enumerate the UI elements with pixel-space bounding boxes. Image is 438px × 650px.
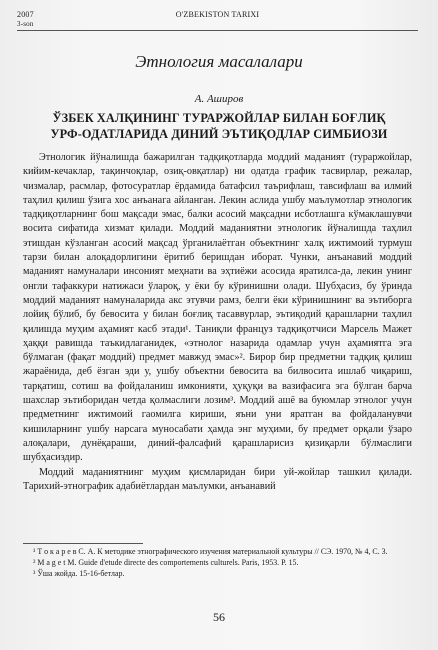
- paragraph: Этнологик йўналишда бажарилган тадқиқотларда моддий маданият (тураржойлар, кийим-кечаклар, тақинчоқлар, озиқ-овқатлар) ни одатда график тасвирлар, режалар, чизмалар, расмлар, фотосуратлар ёрдамида батафсил таърифлаш, тавсифлаш ва илмий таҳлил қилиш ўзига хос анъанага айланган. Лекин аслида ушбу маълумотлар этнологик тадқиқотларнинг бош мақсади эмас, балки асосий мақсадни исботлашга кўмаклашувчи восита сифатида хизмат қилади. Моддий маданиятни этнологик йўналишда таҳлил этишдан кўзланган асосий мақсад ўрганилаётган объектнинг халқ ижтимоий турмуш тарзи билан алоқадорлигини ёритиб беришдан иборат. Чунки, анъанавий моддий маданият намуналари инсоният меҳнати ва эҳтиёжи асосида яратилса-да, лекин унинг онгли тафаккури натижаси ўлароқ, у ёки бу кўринишни олади. Шубҳасиз, бу ўринда моддий маданият намуналарида акс этувчи рамз, белги ёки кўринишнинг ва эътиборга лойиқ бўлиб, бу бевосита у билан боғлиқ тасаввурлар, эътиқодий қарашларни таҳлил қилишда муҳим аҳамият касб этади¹. Таниқли француз тадқиқотчиси Марсель Мажет ҳаққи равишда таъкидлаганидек, «этнолог назарида одамлар учун аҳамиятга эга бўлмаган (фақат моддий) предмет мавжуд эмас»². Бирор бир предметни тадқиқ қилиш жараёнида, деб ёзган эди у, ушбу объектни бевосита ва билвосита ишлаб чиқариш, тарқатиш, сотиш ва фойдаланиш имконияти, ҳуқуқи ва вазифасига эга бўлган барча шахслар эътиборидан четда қолмаслиги лозим³. Моддий ашё ва буюмлар этнолог учун предметнинг ижтимоий гаомилга кириши, яъни уни яратган ва фойдаланувчи кишиларнинг ушбу нарсага муносабати ҳамда энг муҳими, бу предмет орқали ўзаро алоқалари, дунёқараши, диний-фалсафий қарашларисиз қизиқарли бўлмаслиги шубҳасиздир.: [23, 152, 412, 464]
- author-name: А. Ашиpов: [194, 93, 244, 105]
- footnote: ² M a g e t M. Guide d'etude directe des comportements culturels. Paris, 1953. P. 15.: [33, 558, 299, 567]
- paragraph: Моддий маданиятнинг муҳим қисмларидан бири уй-жойлар ташкил қилади. Тарихий-этнографик адабиётлардан маълумки, анъанавий: [23, 466, 412, 492]
- page-number: 56: [213, 610, 225, 624]
- footnote-rule: [23, 543, 143, 544]
- footnote: ³ Ўша жойда. 15-16-бетлар.: [33, 569, 125, 578]
- header-rule: [17, 30, 418, 31]
- article-title: ЎЗБЕК ХАЛҚИНИНГ ТУРАРЖОЙЛАР БИЛАН БОҒЛИҚ УРФ-ОДАТЛАРИДА ДИНИЙ ЭЪТИҚОДЛАР СИМБИОЗИ: [50, 111, 388, 141]
- footnotes: [23, 546, 412, 579]
- article-body: [23, 151, 412, 494]
- issue-label: 3-son: [17, 20, 34, 28]
- journal-name: O'ZBEKISTON TARIXI: [175, 10, 260, 19]
- year-label: 2007: [17, 10, 34, 19]
- section-title: Этнология масалалари: [135, 52, 303, 71]
- footnote: ¹ Т о к а р е в С. А. К методике этнографического изучения материальной культуры // СЭ. 1970, № 4, С. 3.: [33, 547, 388, 556]
